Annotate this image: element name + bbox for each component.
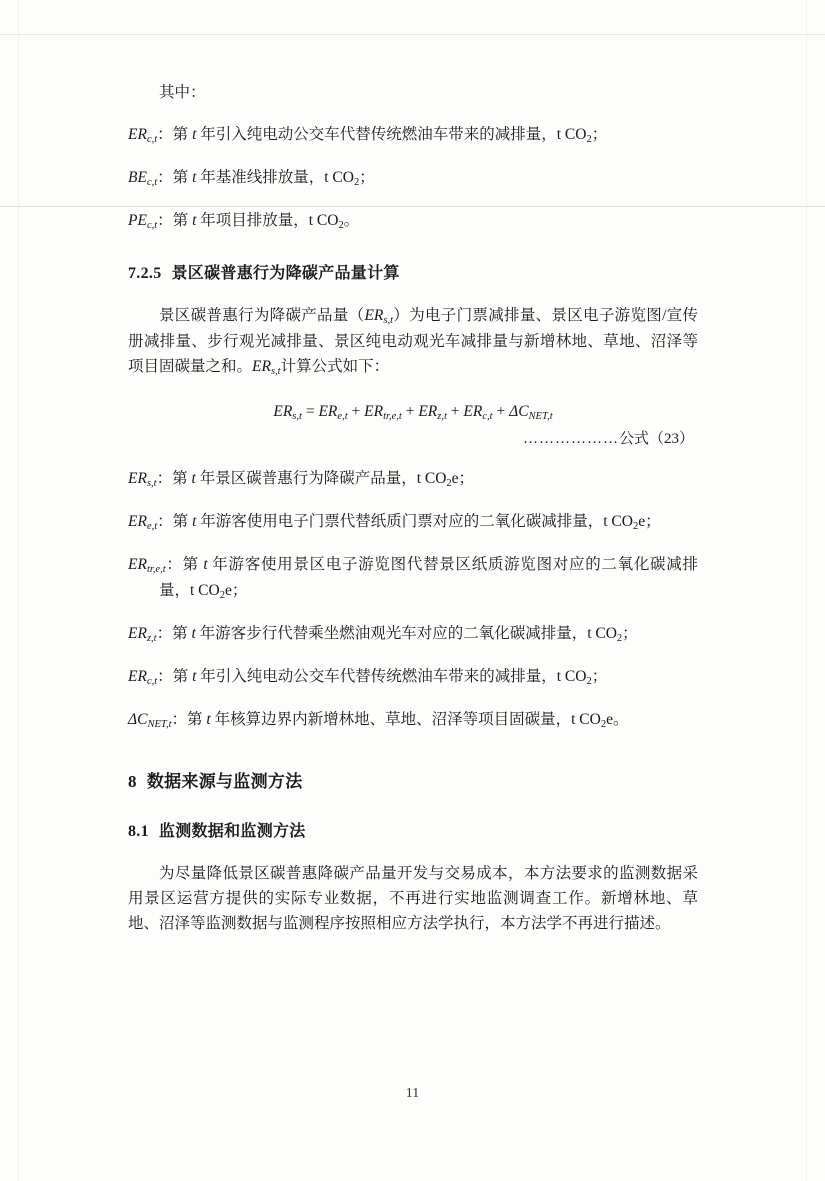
definition-text: ：第 t 年基准线排放量，t $CO_2$； bbox=[157, 169, 375, 189]
scan-edge-right bbox=[806, 0, 807, 1181]
definition-text: ：第 t 年游客使用电子门票代替纸质门票对应的二氧化碳减排量，t $CO_2e$； bbox=[157, 513, 661, 532]
definition-text: ：第 t 年引入纯电动公交车代替传统燃油车带来的减排量，t $CO_2$； bbox=[157, 126, 608, 146]
variable-symbol: $ER_{s,t}$ bbox=[128, 470, 157, 489]
paragraph-8-1-body: 为尽量降低景区碳普惠降碳产品量开发与交易成本，本方法要求的监测数据采用景区运营方提供的实际专业数据，不再进行实地监测调查工作。新增林地、草地、沼泽等监测数据与监测程序按照相应方法学执行，本方法学不再进行描述。 bbox=[128, 865, 698, 933]
formula-label: 公式（23） bbox=[618, 431, 694, 448]
definition-text: ：第 t 年游客使用景区电子游览图代替景区纸质游览图对应的二氧化碳减排量，t $CO_2e$； bbox=[159, 556, 698, 602]
heading-8 bbox=[128, 767, 698, 792]
variable-symbol: $BE_{c,t}$ bbox=[128, 169, 158, 189]
definition-text: ：第 t 年项目排放量，t $CO_2$。 bbox=[157, 212, 360, 232]
definition-be-ct bbox=[128, 165, 698, 191]
heading-title: 景区碳普惠行为降碳产品量计算 bbox=[171, 265, 400, 283]
definition-er-et bbox=[128, 509, 698, 535]
definition-er-trtet bbox=[128, 552, 698, 604]
heading-number: 8.1 bbox=[128, 823, 149, 841]
variable-symbol: $ER_{z,t}$ bbox=[128, 625, 157, 645]
variable-symbol: $ER_{c,t}$ bbox=[128, 126, 158, 146]
definition-pe-ct bbox=[128, 208, 698, 234]
variable-symbol: $PE_{c,t}$ bbox=[128, 212, 158, 232]
formula-leader-dots: ……………… bbox=[522, 431, 619, 448]
definition-text: ：第 t 年游客步行代替乘坐燃油观光车对应的二氧化碳减排量，t $CO_2$； bbox=[156, 625, 638, 645]
definition-er-zt bbox=[128, 621, 698, 647]
definition-text: ：第 t 年景区碳普惠行为降碳产品量，t $CO_2e$； bbox=[156, 470, 475, 489]
definition-er-ct-1 bbox=[128, 122, 698, 148]
paragraph-7-2-5-intro: 景区碳普惠行为降碳产品量$(ER_{s,t})$为电子门票减排量、景区电子游览图/宣传册减排量、步行观光减排量、景区纯电动观光车减排量与新增林地、草地、沼泽等项目固碳量之和。$ER_{s,t}$计算公式如下： bbox=[128, 307, 698, 378]
variable-symbol: $ER_{c,t}$ bbox=[128, 668, 158, 688]
page-number: 11 bbox=[405, 1086, 420, 1101]
heading-8-1 bbox=[128, 818, 698, 841]
definition-er-st bbox=[128, 466, 698, 492]
variable-symbol: $ER_{tr,e,t}$ bbox=[128, 556, 166, 576]
definition-text: ：第 t 年核算边界内新增林地、草地、沼泽等项目固碳量，t $CO_2e$。 bbox=[171, 711, 629, 731]
paragraph-qizhong: 其中： bbox=[159, 84, 206, 101]
scan-edge-left bbox=[18, 0, 19, 1181]
heading-title: 数据来源与监测方法 bbox=[146, 772, 303, 792]
formula-23: $ER_{s,t} = ER_{e,t} + ER_{tr,e,t} + ER_{z,t} + ER_{c,t} + \Delta C_{NET,t}$ bbox=[273, 403, 553, 423]
heading-number: 7.2.5 bbox=[128, 265, 162, 283]
variable-symbol: $\Delta C_{NET,t}$ bbox=[128, 711, 172, 731]
definition-er-ct-2 bbox=[128, 664, 698, 690]
scan-edge-top bbox=[0, 34, 825, 35]
heading-7-2-5 bbox=[128, 260, 698, 283]
definition-delta-c-net bbox=[128, 707, 698, 733]
heading-title: 监测数据和监测方法 bbox=[158, 823, 306, 841]
document-body bbox=[128, 80, 698, 953]
variable-symbol: $ER_{e,t}$ bbox=[128, 513, 158, 532]
formula-23-number bbox=[128, 427, 698, 448]
definition-text: ：第 t 年引入纯电动公交车代替传统燃油车带来的减排量，t $CO_2$； bbox=[157, 668, 608, 688]
heading-number: 8 bbox=[128, 772, 137, 792]
